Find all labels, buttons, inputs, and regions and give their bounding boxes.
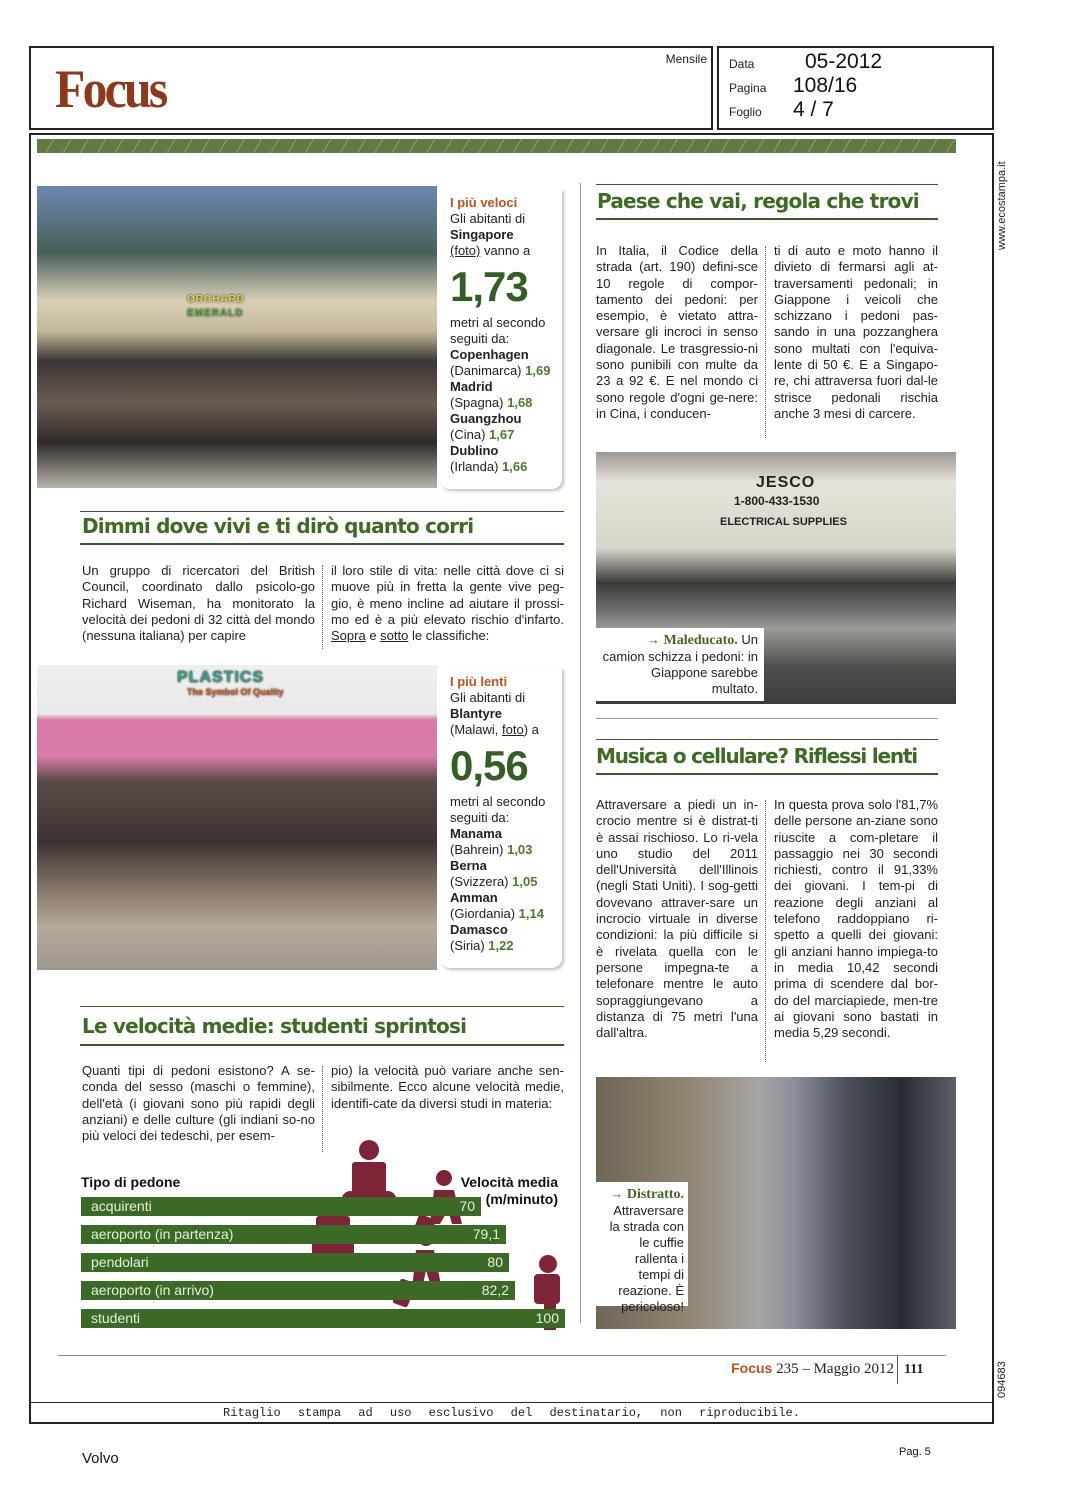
caption-title: Maleducato. [663, 633, 738, 648]
side-url [996, 145, 1010, 255]
page-footer-rule [58, 1355, 946, 1356]
slowest-kicker: I più lenti [450, 674, 508, 689]
musica-col-1: Attraversare a piedi un in-crocio mentre si è distrat-ti è assai rischioso. Lo ri-vela uno studio del 2011 dell'Università dell'Illinois (negli Stati Uniti). I sog-getti dovevano attraver-sare un incrocio virtuale in diverse condizioni: la più difficile si è rivelata quella con le persone impegna-te a telefonare mentre le auto sopraggiungevano a distanza di 75 metri l'una dall'altra. [596, 797, 758, 1041]
meta-value: 05-2012 [805, 50, 883, 73]
paese-col-1: In Italia, il Codice della strada (art. 190) defini-sce 10 regole di compor-tamento dei pedoni: per esempio, è vietato attra-versare gli incroci in senso diagonale. Le trasgressio-ni sono punibili con multe da 23 a 92 €. E nel mondo ci sono regole d'ogni ge-nere: in Cina, i conducen- [596, 243, 758, 421]
text-divider [322, 565, 323, 649]
ranked-value: 1,68 [507, 395, 533, 410]
chart-bar [81, 1197, 481, 1216]
ranked-value: 1,05 [512, 874, 538, 889]
section-rule-bottom [596, 218, 938, 220]
truck-caption [596, 628, 764, 701]
meta-label: Pagina [729, 81, 767, 95]
fastest-intro: Gli abitanti di [450, 211, 526, 226]
section-rule-top [596, 184, 938, 185]
ranked-city: Guangzhou [450, 411, 522, 426]
ranked-city: Manama [450, 826, 503, 841]
ranked-country: (Svizzera) [450, 874, 509, 889]
dimmi-col-2-text: il loro stile di vita: nelle città dove ci si muove più in fretta la gente vive peg-gio, è meno incline ad aiutare il prossi-mo ed è a più elevato rischio d'infarto. [331, 563, 564, 627]
section-rule-bottom [596, 773, 938, 775]
section-title-dimmi: Dimmi dove vivi e ti dirò quanto corri [82, 514, 474, 538]
document-page: Pag. 5 [899, 1446, 931, 1458]
foto-ref: foto [502, 722, 524, 737]
musica-col-2: In questa prova solo l'81,7% delle persone an-ziane sono riuscite a com-pletare il passaggio nei 30 secondi richiesti, contro il 91,33% dei giovani. I tem-pi di reazione degli anziani al telefono raddoppiano ri-spetto a quelli dei giovani: gli anziani hanno impiega-to in media 10,42 secondi prima di scendere dal bor-do del marciapiede, men-tre ai giovani sono bastati in media 5,29 secondi. [774, 797, 938, 1041]
ranked-city: Dublino [450, 443, 499, 458]
meta-label: Data [729, 57, 755, 71]
fastest-followed: seguiti da: [450, 331, 510, 346]
ref-sopra: Sopra [331, 628, 366, 644]
side-code-text: 094683 [996, 1361, 1008, 1398]
section-rule-bottom [80, 543, 564, 545]
caption-title: Distratto. [626, 1187, 684, 1202]
ranked-value: 1,14 [518, 906, 544, 921]
bar-category-label: acquirenti [91, 1198, 152, 1214]
chart-xlabel-line1: Velocità media [460, 1174, 558, 1190]
ranked-country: (Danimarca) [450, 363, 522, 378]
speed-chart [78, 1140, 568, 1335]
page-number-separator [897, 1356, 898, 1384]
ranked-value: 1,22 [488, 938, 514, 953]
photo-singapore: ORCHARD EMERALD [37, 186, 437, 488]
ranked-country: (Bahrein) [450, 842, 504, 857]
caption-text: Attraversare la strada con le cuffie rallenta i tempi di reazione. È pericoloso! [609, 1203, 684, 1314]
ranked-city: Amman [450, 890, 498, 905]
ranked-country: (Giordania) [450, 906, 516, 921]
traveller-icon-head [436, 1170, 452, 1186]
fastest-list [450, 347, 554, 475]
dimmi-col-2 [331, 563, 564, 644]
chart-bar [81, 1225, 506, 1244]
bar-category-label: pendolari [91, 1254, 149, 1270]
meta-foglio-row [729, 98, 834, 122]
student-icon-backpack [534, 1274, 560, 1304]
bar-category-label: studenti [91, 1310, 141, 1326]
ranked-value: 1,69 [525, 363, 551, 378]
section-title-paese: Paese che vai, regola che trovi [597, 189, 919, 213]
masthead-box [29, 46, 713, 130]
slowest-city: Blantyre [450, 706, 503, 721]
section-rule-top [80, 511, 564, 512]
clipping-notice: Ritaglio stampa ad uso esclusivo del destinatario, non riproducibile. [29, 1402, 994, 1424]
fastest-unit: metri al secondo [450, 315, 546, 330]
slowest-followed: seguiti da: [450, 810, 510, 825]
slowest-verb: ) a [523, 722, 539, 737]
arrow-icon: → [610, 1186, 624, 1201]
slowest-callout [440, 668, 562, 968]
footer-issue: 235 – Maggio 2012 [772, 1361, 894, 1377]
slowest-list [450, 826, 554, 954]
client-name: Volvo [82, 1450, 119, 1467]
fastest-value: 1,73 [450, 263, 528, 310]
page-number: 111 [904, 1362, 924, 1377]
paese-col-2: ti di auto e moto hanno il divieto di fermarsi agli at-traversamenti pedonali; in Giappone i veicoli che schizzano i pedoni pas-sando in una pozzanghera sono multati con l'equiva-lente di 50 €. E a Singapo-re, chi attraversa fuori dal-le strisce pedonali rischia anche 3 mesi di carcere. [774, 243, 938, 421]
ranked-value: 1,67 [489, 427, 515, 442]
slowest-country: (Malawi, [450, 722, 503, 737]
side-url-text: www.ecostampa.it [996, 161, 1008, 250]
dimmi-col-2-conj: e [365, 628, 381, 644]
chart-xlabel-line2: (m/minuto) [485, 1191, 558, 1207]
bar-category-label: aeroporto (in arrivo) [91, 1282, 214, 1298]
ranked-value: 1,66 [502, 459, 528, 474]
ranked-city: Copenhagen [450, 347, 529, 362]
bar-category-label: aeroporto (in partenza) [91, 1226, 234, 1242]
ranked-city: Damasco [450, 922, 508, 937]
bar-value-label: 80 [487, 1254, 503, 1270]
chart-bar [81, 1309, 565, 1328]
ranked-country: (Siria) [450, 938, 485, 953]
clip-meta-box [717, 46, 994, 130]
column-divider [580, 183, 581, 1323]
caption-text: Un camion schizza i pedoni: in Giappone sarebbe multato. [602, 632, 758, 696]
decorative-band [37, 139, 956, 153]
velocita-col-2: pio) la velocità può variare anche sen-sibilmente. Ecco alcune velocità medie, identifi-cate da diversi studi in materia: [331, 1063, 564, 1111]
footer-brand: Focus [731, 1360, 773, 1376]
slowest-unit: metri al secondo [450, 794, 546, 809]
meta-value: 108/16 [793, 74, 858, 97]
frequency-label: Mensile [665, 52, 707, 66]
chart-bar [81, 1281, 515, 1300]
fastest-city: Singapore [450, 227, 514, 242]
text-divider [765, 800, 766, 1062]
ranked-city: Madrid [450, 379, 493, 394]
distratto-caption [596, 1182, 688, 1314]
ranked-city: Berna [450, 858, 487, 873]
ranked-value: 1,03 [507, 842, 533, 857]
page-footer-issue [731, 1360, 894, 1378]
ranked-country: (Cina) [450, 427, 486, 442]
student-icon-head [539, 1255, 557, 1273]
ranked-country: (Irlanda) [450, 459, 499, 474]
meta-label: Foglio [729, 105, 762, 119]
fastest-kicker: I più veloci [450, 195, 518, 210]
section-rule-bottom [80, 1044, 564, 1046]
section-title-velocita: Le velocità medie: studenti sprintosi [82, 1014, 467, 1038]
ref-sotto: sotto [380, 628, 409, 644]
text-divider [765, 246, 766, 438]
foto-ref: (foto) [450, 243, 481, 258]
side-code [996, 1340, 1010, 1400]
bar-value-label: 79,1 [472, 1226, 500, 1242]
fastest-callout [440, 189, 562, 489]
section-title-musica: Musica o cellulare? Riflessi lenti [596, 744, 917, 768]
fastest-verb: vanno a [480, 243, 531, 258]
meta-pagina-row [729, 74, 857, 98]
focus-logo: Focus [55, 59, 166, 119]
meta-value: 4 / 7 [793, 98, 834, 121]
photo-blantyre: PLASTICS The Symbol Of Quality [37, 665, 437, 970]
dimmi-col-2-end: le classifiche: [408, 628, 490, 644]
chart-bar [81, 1253, 509, 1272]
section-rule-top [596, 739, 938, 740]
arrow-icon: → [646, 632, 660, 647]
bar-value-label: 100 [535, 1310, 559, 1326]
shopper-icon-head [359, 1140, 379, 1160]
bar-value-label: 70 [459, 1198, 475, 1214]
section-separator [596, 718, 938, 719]
ranked-country: (Spagna) [450, 395, 504, 410]
slowest-intro: Gli abitanti di [450, 690, 526, 705]
slowest-value: 0,56 [450, 742, 528, 789]
chart-ylabel: Tipo di pedone [81, 1174, 181, 1190]
velocita-col-1: Quanti tipi di pedoni esistono? A se-conda del sesso (maschi o femmine), dell'età (i giovani sono più rapidi degli anziani) e delle culture (gli indiani so-no più veloci dei tedeschi, per esem- [82, 1063, 315, 1144]
photo-truck: JESCO 1-800-433-1530 ELECTRICAL SUPPLIES [596, 452, 956, 704]
meta-data-row [729, 50, 882, 74]
section-rule-top [80, 1006, 564, 1007]
bar-value-label: 82,2 [481, 1282, 509, 1298]
dimmi-col-1: Un gruppo di ricercatori del British Council, coordinato dallo psicolo-go Richard Wiseman, ha monitorato la velocità dei pedoni di 32 città del mondo (nessuna italiana) per capire [82, 563, 315, 644]
